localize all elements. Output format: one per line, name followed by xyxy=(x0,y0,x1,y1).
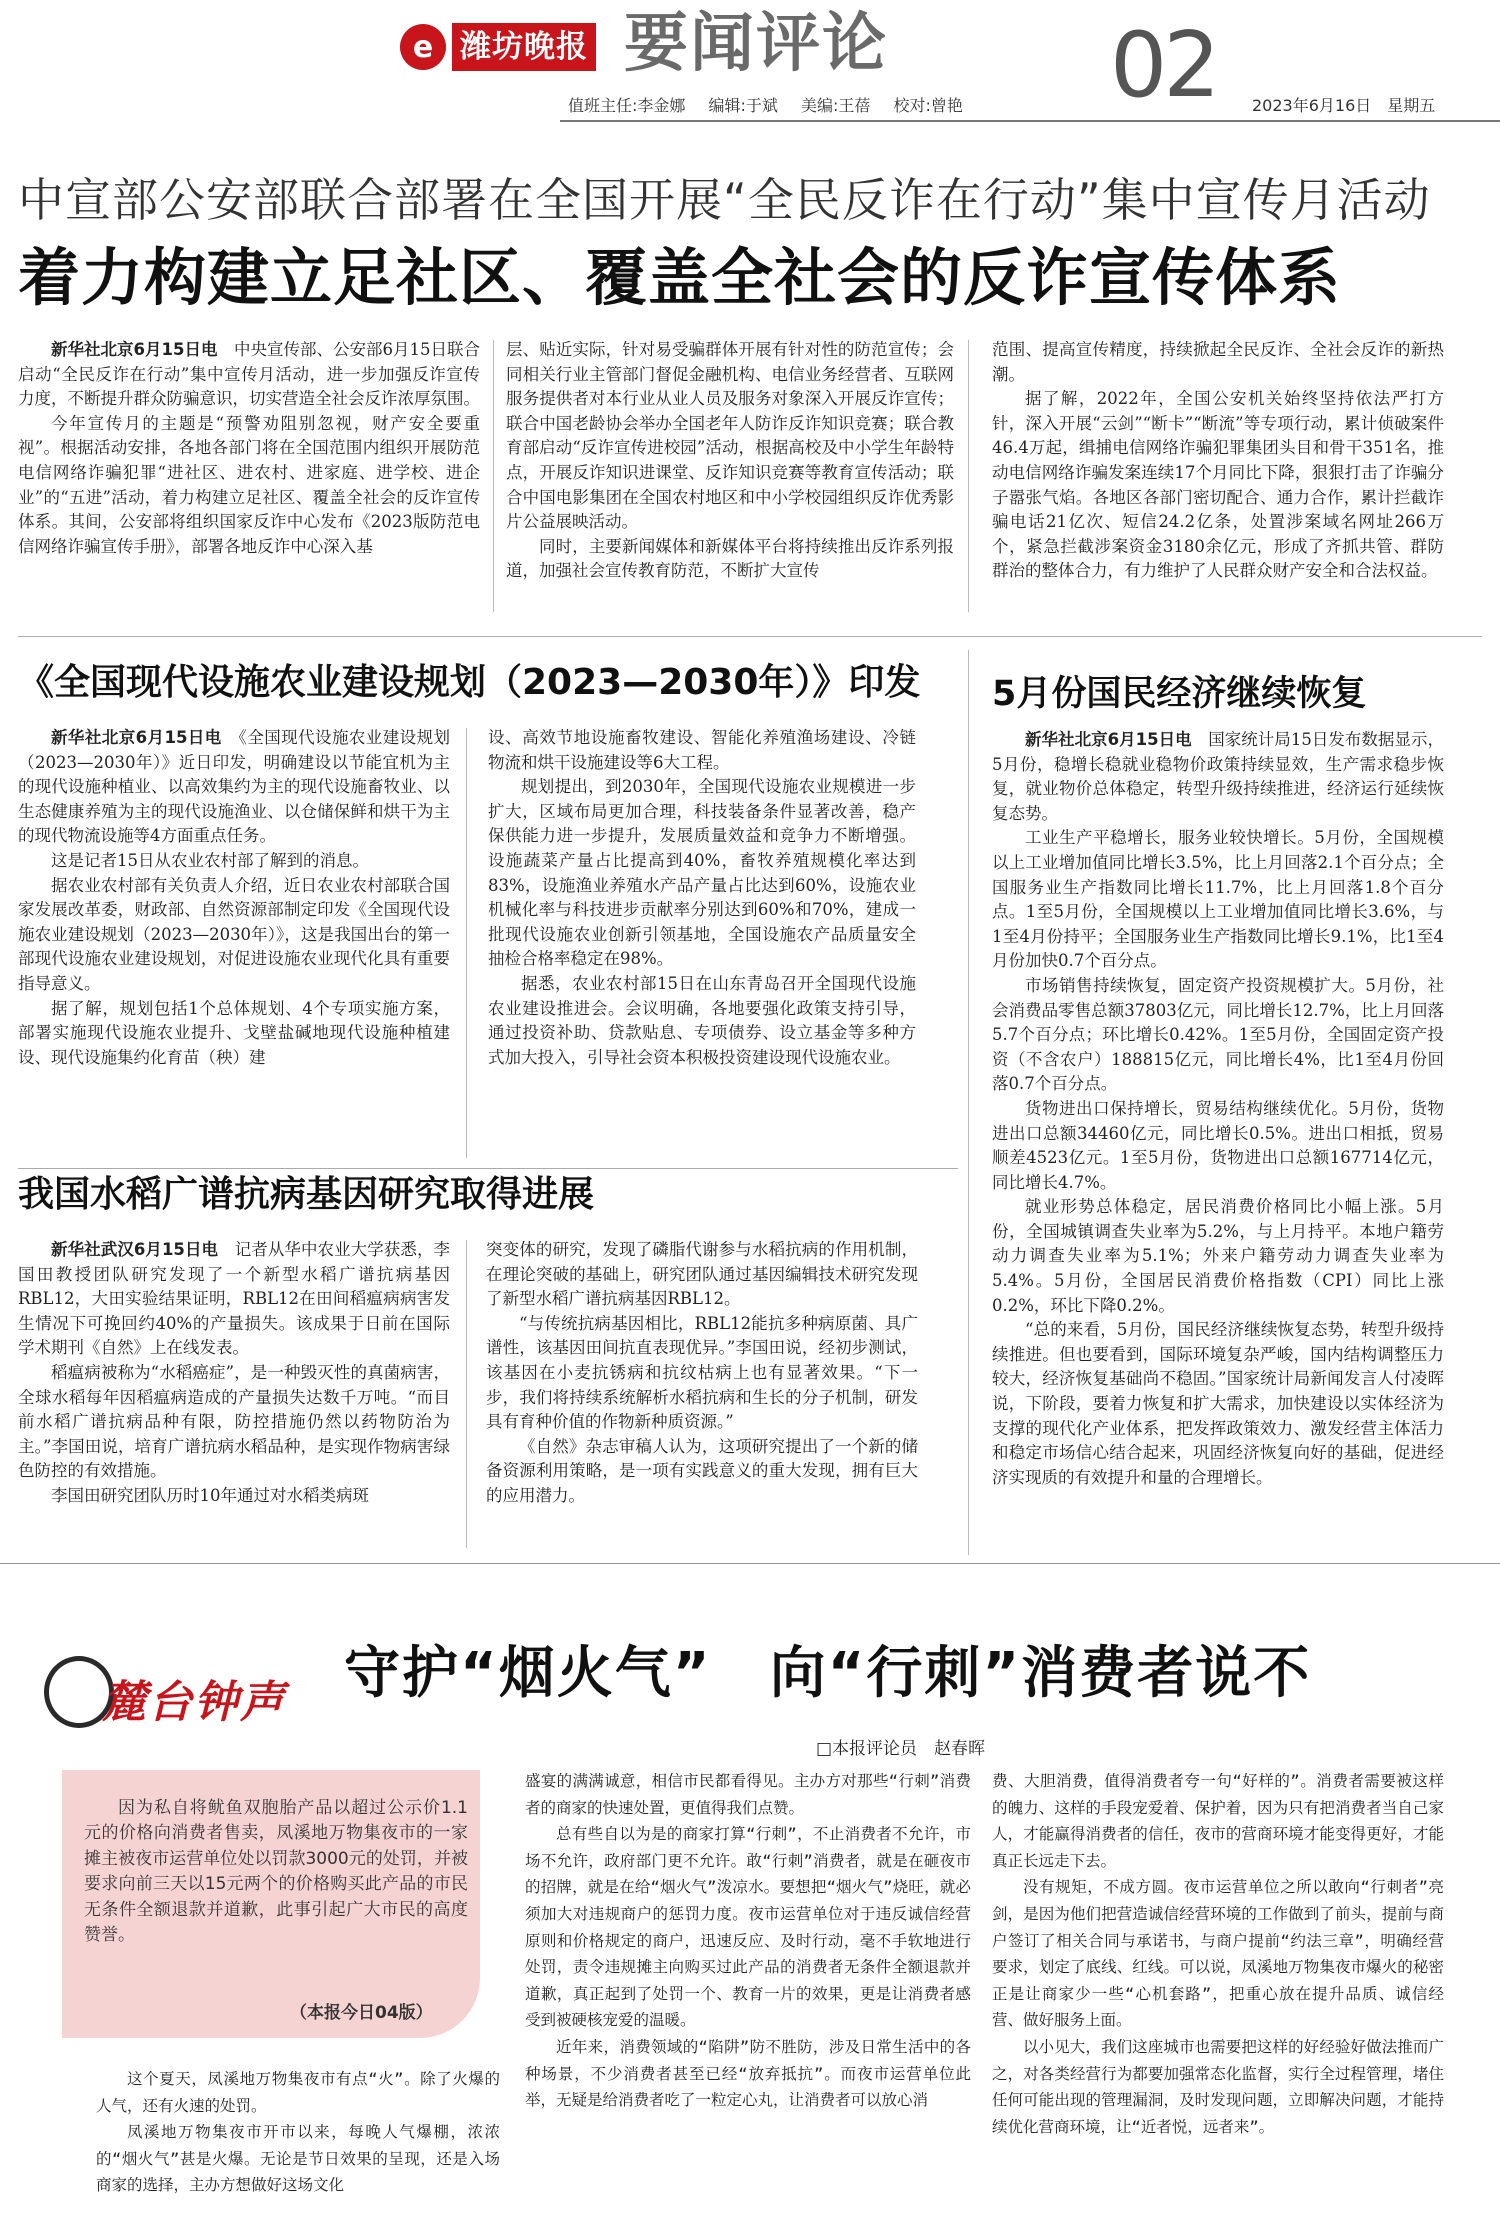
commentary-byline: □本报评论员 赵春晖 xyxy=(816,1739,986,1759)
logo-mark-icon: e xyxy=(400,24,446,70)
commentary-para: 凤溪地万物集夜市开市以来，每晚人气爆棚，浓浓的“烟火气”甚是火爆。无论是节日效果的呈现，还是入场商家的选择，主办方想做好这场文化 xyxy=(96,2123,500,2195)
lead-column-3 xyxy=(992,338,1444,618)
credit-designer: 美编:王蓓 xyxy=(801,96,871,115)
agri-column-2 xyxy=(488,726,916,1170)
rice-title: 我国水稻广谱抗病基因研究取得进展 xyxy=(18,1174,595,1215)
section-divider xyxy=(18,636,1482,637)
commentary-para: 盛宴的满满诚意，相信市民都看得见。主办方对那些“行刺”消费者的商家的快速处置，更值得我们点赞。 xyxy=(525,1772,971,1817)
rice-para: 稻瘟病被称为“水稻癌症”，是一种毁灭性的真菌病害，全球水稻每年因稻瘟病造成的产量损失达数千万吨。“而目前水稻广谱抗病品种有限，防控措施仍然以药物防治为主。”李国田说，培育广谱抗病水稻品种，是实现作物病害绿色防控的有效措施。 xyxy=(18,1362,450,1481)
lead-kicker: 中宣部公安部联合部署在全国开展“全民反诈在行动”集中宣传月活动 xyxy=(18,173,1431,227)
agri-dateline: 新华社北京6月15日电 xyxy=(51,728,222,747)
agri-para: 规划提出，到2030年，全国现代设施农业规模进一步扩大，区域布局更加合理，科技装备条件显著改善，稳产保供能力进一步提升，发展质量效益和竞争力不断增强。设施蔬菜产量占比提高到40%，畜牧养殖规模化率达到83%，设施渔业养殖水产品产量占比达到60%，设施农业机械化率与科技进步贡献率分别达到60%和70%，建成一批现代设施农业创新引领基地，全国设施农产品质量安全抽检合格率稳定在98%。 xyxy=(488,777,916,969)
issue-date: 2023年6月16日 星期五 xyxy=(1252,96,1436,115)
agri-para: 《全国现代设施农业建设规划（2023—2030年）》近日印发，明确建设以节能宜机为主的现代设施种植业、以高效集约为主的现代设施畜牧业、以生态健康养殖为主的现代设施渔业、以仓储保鲜和烘干为主的现代物流设施等4方面重点任务。 xyxy=(18,728,450,846)
column-divider xyxy=(466,728,467,1158)
commentary-para: 费、大胆消费，值得消费者夸一句“好样的”。消费者需要被这样的魄力、这样的手段宠爱着、保护着，因为只有把消费者当自己家人，才能赢得消费者的信任，夜市的营商环境才能变得更好，才能真正长远走下去。 xyxy=(992,1772,1444,1870)
masthead-rule xyxy=(560,120,1500,122)
commentary-column-3 xyxy=(992,1768,1444,2212)
econ-column xyxy=(992,728,1444,1554)
column-divider xyxy=(968,650,969,1555)
agri-title: 《全国现代设施农业建设规划（2023—2030年）》印发 xyxy=(18,662,921,703)
credit-editor: 编辑:于斌 xyxy=(708,96,778,115)
agri-para: 据了解，规划包括1个总体规划、4个专项实施方案，部署实施现代设施农业提升、戈壁盐碱地现代设施种植建设、现代设施集约化育苗（秧）建 xyxy=(18,998,450,1067)
econ-para: 市场销售持续恢复，固定资产投资规模扩大。5月份，社会消费品零售总额37803亿元，同比增长12.7%，比上月回落5.7个百分点；环比增长0.42%。1至5月份，全国固定资产投资（不含农户）188815亿元，同比增长4%，比1至4月份回落0.7个百分点。 xyxy=(992,975,1444,1094)
agri-column-1 xyxy=(18,726,450,1170)
lead-dateline: 新华社北京6月15日电 xyxy=(51,340,218,359)
commentary-divider xyxy=(0,1563,1500,1564)
commentary-column-2 xyxy=(525,1768,971,2212)
agri-para: 据农业农村部有关负责人介绍，近日农业农村部联合国家发展改革委，财政部、自然资源部制定印发《全国现代设施农业建设规划（2023—2030年）》，这是我国出台的第一部现代设施农业建设规划，对促进设施农业现代化具有重要指导意义。 xyxy=(18,875,450,993)
summary-reference: （本报今日04版） xyxy=(290,2003,433,2023)
commentary-title: 守护“烟火气” 向“行刺”消费者说不 xyxy=(344,1641,1312,1706)
rice-para: “与传统抗病基因相比，RBL12能抗多种病原菌、具广谱性，该基因田间抗直表现优异。”李国田说，经初步测试，该基因在小麦抗锈病和抗纹枯病上也有显著效果。“下一步，我们将持续系统解析水稻抗病和生长的分子机制，研发具有育种价值的作物新种质资源。” xyxy=(486,1313,918,1432)
rice-dateline: 新华社武汉6月15日电 xyxy=(51,1240,219,1259)
econ-title: 5月份国民经济继续恢复 xyxy=(992,674,1367,714)
agri-para: 据悉，农业农村部15日在山东青岛召开全国现代设施农业建设推进会。会议明确，各地要强化政策支持引导，通过投资补助、贷款贴息、专项债券、设立基金等多种方式加大投入，引导社会资本积极投资建设现代设施农业。 xyxy=(488,973,916,1067)
rice-para: 突变体的研究，发现了磷脂代谢参与水稻抗病的作用机制，在理论突破的基础上，研究团队通过基因编辑技术研究发现了新型水稻广谱抗病基因RBL12。 xyxy=(486,1240,918,1309)
commentary-para: 总有些自以为是的商家打算“行刺”，不止消费者不允许，市场不允许，政府部门更不允许。敢“行刺”消费者，就是在砸夜市的招牌，就是在给“烟火气”泼凉水。要想把“烟火气”烧旺，就必须加大对违规商户的惩罚力度。夜市运营单位对于违反诚信经营原则和价格规定的商户，迅速反应、及时行动，毫不手软地进行处罚，责令违规摊主向购买过此产品的消费者无条件全额退款并道歉，真正起到了处罚一个、教育一片的效果，更是让消费者感受到被硬核宠爱的温暖。 xyxy=(525,1825,971,2030)
agri-para: 设、高效节地设施畜牧建设、智能化养殖渔场建设、冷链物流和烘干设施建设等6大工程。 xyxy=(488,728,916,772)
column-divider xyxy=(493,340,494,612)
rice-para: 《自然》杂志审稿人认为，这项研究提出了一个新的储备资源利用策略，是一项有实践意义的重大发现，拥有巨大的应用潜力。 xyxy=(486,1436,918,1505)
commentary-para: 近年来，消费领域的“陷阱”防不胜防，涉及日常生活中的各种场景，不少消费者甚至已经“放弃抵抗”。而夜市运营单位此举，无疑是给消费者吃了一粒定心丸，让消费者可以放心消 xyxy=(525,2037,971,2110)
section-title: 要闻评论 xyxy=(624,7,888,81)
lead-para: 层、贴近实际，针对易受骗群体开展有针对性的防范宣传；会同相关行业主管部门督促金融机构、电信业务经营者、互联网服务提供者对本行业从业人员及服务对象深入开展反诈宣传；联合中国老龄协会举办全国老年人防诈反诈知识竞赛；联合教育部启动“反诈宣传进校园”活动，根据高校及中小学生年龄特点，开展反诈知识进课堂、反诈知识竞赛等教育宣传活动；联合中国电影集团在全国农村地区和中小学校园组织反诈优秀影片公益展映活动。 xyxy=(506,340,954,532)
lead-column-2 xyxy=(506,338,954,618)
masthead xyxy=(0,0,1500,122)
commentary-para: 没有规矩，不成方圆。夜市运营单位之所以敢向“行刺者”亮剑，是因为他们把营造诚信经营环境的工作做到了前头，提前与商户签订了相关合同与承诺书，与商户提前“约法三章”，明确经营要求，划定了底线、红线。可以说，凤溪地万物集夜市爆火的秘密正是让商家少一些“心机套路”，把重心放在提升品质、诚信经营、做好服务上面。 xyxy=(992,1878,1444,2030)
econ-para: 货物进出口保持增长，贸易结构继续优化。5月份，货物进出口总额34460亿元，同比增长0.5%。进出口相抵，贸易顺差4523亿元。1至5月份，货物进出口总额167714亿元，同比增长4.7%。 xyxy=(992,1098,1444,1192)
rice-column-1 xyxy=(18,1238,450,1558)
credit-duty-editor: 值班主任:李金娜 xyxy=(568,96,686,115)
lead-para: 今年宣传月的主题是“预警劝阻别忽视，财产安全要重视”。根据活动安排，各地各部门将在全国范围内组织开展防范电信网络诈骗犯罪“进社区、进农村、进家庭、进学校、进企业”的“五进”活动，着力构建立足社区、覆盖全社会的反诈宣传体系。其间，公安部将组织国家反诈中心发布《2023版防范电信网络诈骗宣传手册》，部署各地反诈中心深入基 xyxy=(18,413,480,556)
paper-logo xyxy=(400,20,622,74)
credit-proofreader: 校对:曾艳 xyxy=(893,96,963,115)
agri-para: 这是记者15日从农业农村部了解到的消息。 xyxy=(51,850,369,870)
column-name: 麓台钟声 xyxy=(102,1677,286,1728)
commentary-para: 这个夏天，凤溪地万物集夜市有点“火”。除了火爆的人气，还有火速的处罚。 xyxy=(96,2070,500,2115)
editorial-credits xyxy=(568,93,981,116)
rice-para: 记者从华中农业大学获悉，李国田教授团队研究发现了一个新型水稻广谱抗病基因RBL12，大田实验结果证明，RBL12在田间稻瘟病病害发生情况下可挽回约40%的产量损失。该成果于日前在国际学术期刊《自然》上在线发表。 xyxy=(18,1240,450,1358)
econ-dateline: 新华社北京6月15日电 xyxy=(1025,730,1192,749)
summary-text: 因为私自将鱿鱼双胞胎产品以超过公示价1.1元的价格向消费者售卖，凤溪地万物集夜市的一家摊主被夜市运营单位处以罚款3000元的处罚，并被要求向前三天以15元两个的价格购买此产品的市民无条件全额退款并道歉，此事引起广大市民的高度赞誉。 xyxy=(84,1798,468,1946)
page-number: 02 xyxy=(1110,13,1217,118)
lead-para: 同时，主要新闻媒体和新媒体平台将持续推出反诈系列报道，加强社会宣传教育防范，不断扩大宣传 xyxy=(506,536,954,581)
econ-para: “总的来看，5月份，国民经济继续恢复态势，转型升级持续推进。但也要看到，国际环境复杂严峻，国内结构调整压力较大，经济恢复基础尚不稳固。”国家统计局新闻发言人付凌晖说，下阶段，要着力恢复和扩大需求，加快建设以实体经济为支撑的现代化产业体系，把发挥政策效力、激发经营主体活力和稳定市场信心结合起来，巩固经济恢复向好的基础，促进经济实现质的有效提升和量的合理增长。 xyxy=(992,1320,1444,1487)
lead-headline: 着力构建立足社区、覆盖全社会的反诈宣传体系 xyxy=(18,241,1342,314)
lead-para: 据了解，2022年，全国公安机关始终坚持依法严打方针，深入开展“云剑”“断卡”“断流”等专项行动，累计侦破案件46.4万起，缉捕电信网络诈骗犯罪集团头目和骨干351名，推动电信网络诈骗发案连续17个月同比下降，狠狠打击了诈骗分子嚣张气焰。各地区各部门密切配合、通力合作，累计拦截诈骗电话21亿次、短信24.2亿条，处置涉案域名网址266万个，紧急拦截涉案资金3180余亿元，形成了齐抓共管、群防群治的整体合力，有力维护了人民群众财产安全和合法权益。 xyxy=(992,389,1444,581)
commentary-column-1 xyxy=(96,2066,500,2212)
rice-column-2 xyxy=(486,1238,918,1558)
lead-para: 中央宣传部、公安部6月15日联合启动“全民反诈在行动”集中宣传月活动，进一步加强反诈宣传力度，不断提升群众防骗意识，切实营造全社会反诈浓厚氛围。 xyxy=(18,340,480,409)
lead-para: 范围、提高宣传精度，持续掀起全民反诈、全社会反诈的新热潮。 xyxy=(992,340,1444,384)
column-divider xyxy=(968,340,969,612)
column-brand xyxy=(44,1650,304,1740)
commentary-para: 以小见大，我们这座城市也需要把这样的好经验好做法推而广之，对各类经营行为都要加强常态化监督，实行全过程管理，堵住任何可能出现的管理漏洞，及时发现问题，立即解决问题，才能持续优化营商环境，让“近者悦，远者来”。 xyxy=(992,2037,1444,2136)
paper-name: 潍坊晚报 xyxy=(452,23,596,71)
econ-para: 就业形势总体稳定，居民消费价格同比小幅上涨。5月份，全国城镇调查失业率为5.2%，与上月持平。本地户籍劳动力调查失业率为5.1%；外来户籍劳动力调查失业率为5.4%。5月份，全国居民消费价格指数（CPI）同比上涨0.2%，环比下降0.2%。 xyxy=(992,1197,1444,1315)
econ-para: 工业生产平稳增长，服务业较快增长。5月份，全国规模以上工业增加值同比增长3.5%，比上月回落2.1个百分点；全国服务业生产指数同比增长11.7%，比上月回落1.8个百分点。1至5月份，全国规模以上工业增加值同比增长3.6%，与1至4月份持平；全国服务业生产指数同比增长9.1%，比1至4月份加快0.7个百分点。 xyxy=(992,828,1444,971)
rice-para: 李国田研究团队历时10年通过对水稻类病斑 xyxy=(51,1485,369,1505)
econ-para: 国家统计局15日发布数据显示，5月份，稳增长稳就业稳物价政策持续显效，生产需求稳步恢复，就业物价总体稳定，转型升级持续推进，经济运行延续恢复态势。 xyxy=(992,730,1444,823)
lead-column-1 xyxy=(18,338,480,618)
section-divider xyxy=(18,1168,958,1169)
column-divider xyxy=(466,1240,467,1548)
